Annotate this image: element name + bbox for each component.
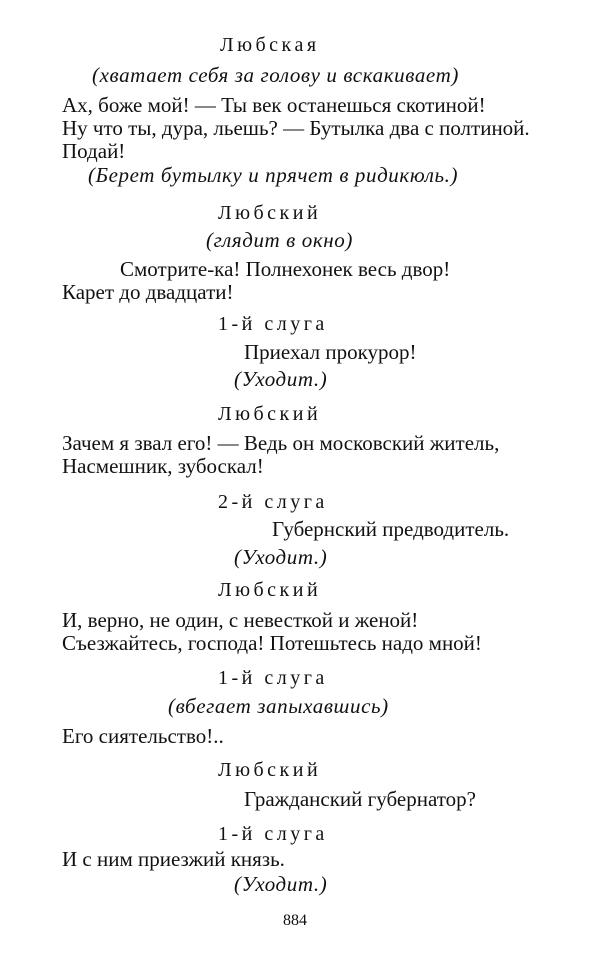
verse-line: Приехал прокурор!: [244, 340, 417, 364]
verse-line: Его сиятельство!..: [62, 724, 224, 748]
verse-line: Подай!: [62, 139, 126, 163]
verse-line: Зачем я звал его! — Ведь он московский житель,: [62, 431, 500, 455]
verse-line: Губернский предводитель.: [272, 517, 510, 541]
verse-line: И с ним приезжий князь.: [62, 847, 285, 871]
speaker-name: Любский: [218, 579, 322, 601]
stage-direction: (Уходит.): [234, 872, 328, 896]
verse-line: Смотрите-ка! Полнехонек весь двор!: [120, 257, 451, 281]
stage-direction: (хватает себя за голову и вскакивает): [92, 63, 459, 87]
stage-direction: (вбегает запыхавшись): [168, 694, 389, 718]
verse-line: Гражданский губернатор?: [244, 787, 476, 811]
verse-line: Ах, боже мой! — Ты век останешься скотиной!: [62, 93, 486, 117]
speaker-name: 2-й слуга: [218, 491, 328, 513]
speaker-name: Любская: [220, 34, 320, 56]
stage-direction: (Уходит.): [234, 545, 328, 569]
speaker-name: Любский: [218, 202, 322, 224]
verse-line: Насмешник, зубоскал!: [62, 454, 264, 478]
stage-direction: (Берет бутылку и прячет в ридикюль.): [88, 163, 459, 187]
speaker-name: Любский: [218, 403, 322, 425]
stage-direction: (Уходит.): [234, 367, 328, 391]
speaker-name: 1-й слуга: [218, 313, 328, 335]
verse-line: И, верно, не один, с невесткой и женой!: [62, 608, 419, 632]
verse-line: Ну что ты, дура, льешь? — Бутылка два с полтиной.: [62, 116, 530, 140]
speaker-name: 1-й слуга: [218, 823, 328, 845]
verse-line: Карет до двадцати!: [62, 280, 234, 304]
stage-direction: (глядит в окно): [206, 228, 353, 252]
verse-line: Съезжайтесь, господа! Потешьтесь надо мной!: [62, 631, 482, 655]
speaker-name: Любский: [218, 759, 322, 781]
speaker-name: 1-й слуга: [218, 667, 328, 689]
page-number: 884: [283, 912, 307, 929]
